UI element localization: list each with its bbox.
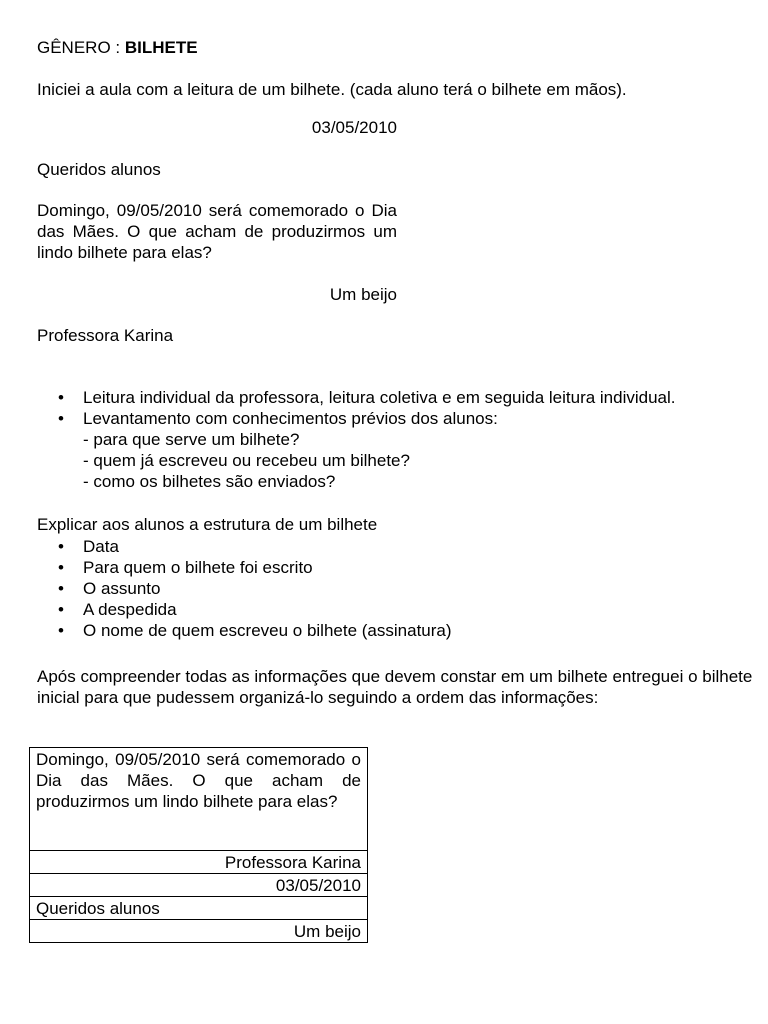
list-item (58, 557, 452, 578)
structure-item: A despedida (83, 600, 177, 619)
bullet-icon: • (58, 600, 64, 619)
table-row (30, 748, 368, 851)
bullet-icon: • (58, 537, 64, 556)
note-signature: Professora Karina (37, 326, 174, 345)
list-item (58, 599, 452, 620)
table-cell-greeting: Queridos alunos (30, 897, 368, 920)
note-date: 03/05/2010 (311, 118, 397, 137)
question-item: - para que serve um bilhete? (83, 430, 300, 449)
table-cell-date: 03/05/2010 (30, 874, 368, 897)
structure-intro: Explicar aos alunos a estrutura de um bilhete (37, 515, 378, 534)
activity-text: Leitura individual da professora, leitura coletiva e em seguida leitura individual. (83, 388, 676, 407)
table-row (30, 920, 368, 943)
activity-text: Levantamento com conhecimentos prévios dos alunos: (83, 409, 498, 428)
table-row (30, 851, 368, 874)
question-item: - quem já escreveu ou recebeu um bilhete? (83, 451, 410, 470)
bullet-icon: • (58, 409, 64, 428)
bullet-icon: • (58, 621, 64, 640)
question-item: - como os bilhetes são enviados? (83, 472, 336, 491)
structure-item: Para quem o bilhete foi escrito (83, 558, 313, 577)
table-row (30, 874, 368, 897)
note-closing: Um beijo (329, 285, 397, 304)
activities-list (58, 387, 676, 492)
genre-heading (37, 37, 198, 58)
after-paragraph: Após compreender todas as informações que devem constar em um bilhete entreguei o bilhete inicial para que pudessem organizá-lo seguindo a ordem das informações: (37, 667, 753, 707)
structure-item: Data (83, 537, 119, 556)
table-cell-closing: Um beijo (30, 920, 368, 943)
structure-item: O nome de quem escreveu o bilhete (assinatura) (83, 621, 452, 640)
bullet-icon: • (58, 558, 64, 577)
genre-value: BILHETE (124, 38, 198, 57)
structure-list (58, 536, 452, 641)
note-greeting: Queridos alunos (37, 160, 161, 179)
scrambled-note-table (29, 747, 368, 943)
table-cell-body: Domingo, 09/05/2010 será comemorado o Dia das Mães. O que acham de produzirmos um lindo bilhete para elas? (30, 748, 368, 851)
list-item (58, 620, 452, 641)
structure-item: O assunto (83, 579, 161, 598)
list-item (58, 536, 452, 557)
list-item (58, 408, 676, 492)
table-cell-signature: Professora Karina (30, 851, 368, 874)
bullet-icon: • (58, 579, 64, 598)
note-body: Domingo, 09/05/2010 será comemorado o Dia das Mães. O que acham de produzirmos um lindo bilhete para elas? (37, 201, 397, 262)
table-row (30, 897, 368, 920)
list-item (58, 387, 676, 408)
list-item (58, 578, 452, 599)
bullet-icon: • (58, 388, 64, 407)
genre-label: GÊNERO : (37, 38, 121, 57)
intro-paragraph: Iniciei a aula com a leitura de um bilhete. (cada aluno terá o bilhete em mãos). (37, 80, 627, 99)
